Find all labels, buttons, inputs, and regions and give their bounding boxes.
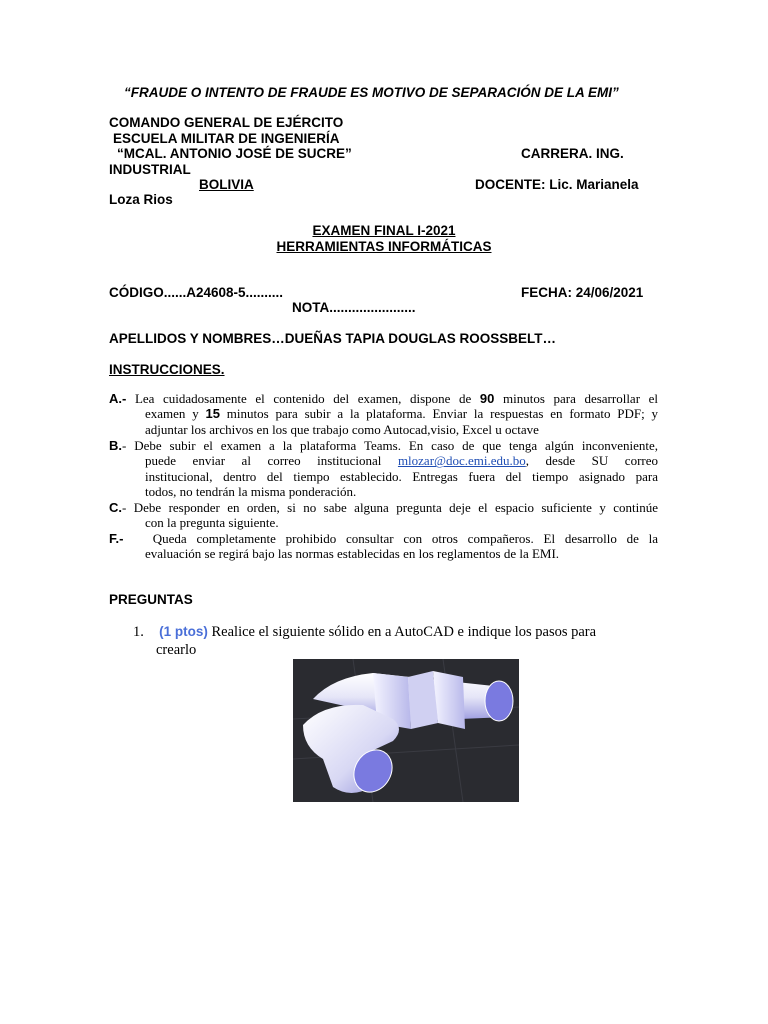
instruction-b-text-1: - Debe subir el examen a la plataforma Teams. En caso de que tenga algún inconveniente, xyxy=(122,438,658,453)
question-1-number: 1. xyxy=(133,624,144,640)
instruction-f-text-2: evaluación se regirá bajo las normas establecidas en los reglamentos de la EMI. xyxy=(145,546,560,562)
exam-minutes: 90 xyxy=(479,391,495,406)
instruction-b-text-5: todos, no tendrán la misma ponderación. xyxy=(145,484,357,500)
instruction-b-text-4: institucional, dentro del tiempo establecido. Entregas fuera del tiempo asignado para xyxy=(145,468,658,484)
exam-subject: HERRAMIENTAS INFORMÁTICAS xyxy=(276,239,492,254)
instruction-a-text-2: minutos para desarrollar el xyxy=(502,391,659,406)
question-1-text-cont: crearlo xyxy=(156,642,197,658)
block-face-right xyxy=(433,671,465,729)
exam-title: EXAMEN FINAL I-2021 xyxy=(312,223,456,238)
instruction-c xyxy=(109,500,658,531)
email-link[interactable]: mlozar@doc.emi.edu.bo xyxy=(397,453,526,469)
motto: “FRAUDE O INTENTO DE FRAUDE ES MOTIVO DE SEPARACIÓN DE LA EMI” xyxy=(124,85,619,100)
student-name: APELLIDOS Y NOMBRES…DUEÑAS TAPIA DOUGLAS ROOSSBELT… xyxy=(109,331,557,346)
instruction-f-text-1: Queda completamente prohibido consultar con otros compañeros. El desarrollo de la xyxy=(152,531,659,546)
career-label: CARRERA. ING. xyxy=(521,146,624,161)
instruction-b-text-3: , desde SU correo xyxy=(525,453,658,469)
instruction-c-text-1: - Debe responder en orden, si no sabe alguna pregunta deje el espacio suficiente y continúe xyxy=(122,500,658,515)
exam-grade: NOTA....................... xyxy=(292,300,416,315)
country: BOLIVIA xyxy=(199,177,254,192)
career-cont: INDUSTRIAL xyxy=(109,162,191,177)
solid-figure xyxy=(293,659,519,802)
instruction-c-label: C. xyxy=(109,500,122,515)
org-command: COMANDO GENERAL DE EJÉRCITO xyxy=(109,115,344,130)
instruction-b xyxy=(109,438,658,500)
instruction-a-text-5: adjuntar los archivos en los que trabajo como Autocad,visio, Excel u octave xyxy=(145,421,539,437)
questions-heading: PREGUNTAS xyxy=(109,592,193,607)
solid-drawing xyxy=(293,659,519,802)
org-school-name: “MCAL. ANTONIO JOSÉ DE SUCRE” xyxy=(117,146,352,161)
instruction-f-label: F.- xyxy=(109,531,124,546)
instruction-a xyxy=(109,391,658,437)
instruction-b-text-2: puede enviar al correo institucional xyxy=(145,453,382,469)
question-1 xyxy=(133,624,596,641)
instruction-a-text-4: minutos para subir a la plataforma. Enviar la respuestas en formato PDF; y xyxy=(226,406,659,422)
instructions-heading: INSTRUCCIONES. xyxy=(109,362,225,377)
student-code: CÓDIGO......A24608-5.......... xyxy=(109,285,284,300)
instruction-c-text-2: con la pregunta siguiente. xyxy=(145,515,279,531)
block-face-mid xyxy=(408,671,438,729)
teacher-cont: Loza Rios xyxy=(109,192,173,207)
instruction-f xyxy=(109,531,658,562)
tube-end-right xyxy=(485,681,513,721)
teacher-label: DOCENTE: Lic. Marianela xyxy=(475,177,639,192)
question-1-text: Realice el siguiente sólido en a AutoCAD e indique los pasos para xyxy=(211,624,597,640)
upload-minutes: 15 xyxy=(205,406,220,422)
instruction-a-text-3: examen y xyxy=(145,406,199,422)
instruction-b-label: B. xyxy=(109,438,122,453)
question-1-points: (1 ptos) xyxy=(159,624,208,639)
instruction-a-label: A.- xyxy=(109,391,127,406)
instruction-a-text-1: Lea cuidadosamente el contenido del examen, dispone de xyxy=(134,391,472,406)
exam-date: FECHA: 24/06/2021 xyxy=(521,285,644,300)
org-school: ESCUELA MILITAR DE INGENIERÍA xyxy=(113,131,340,146)
